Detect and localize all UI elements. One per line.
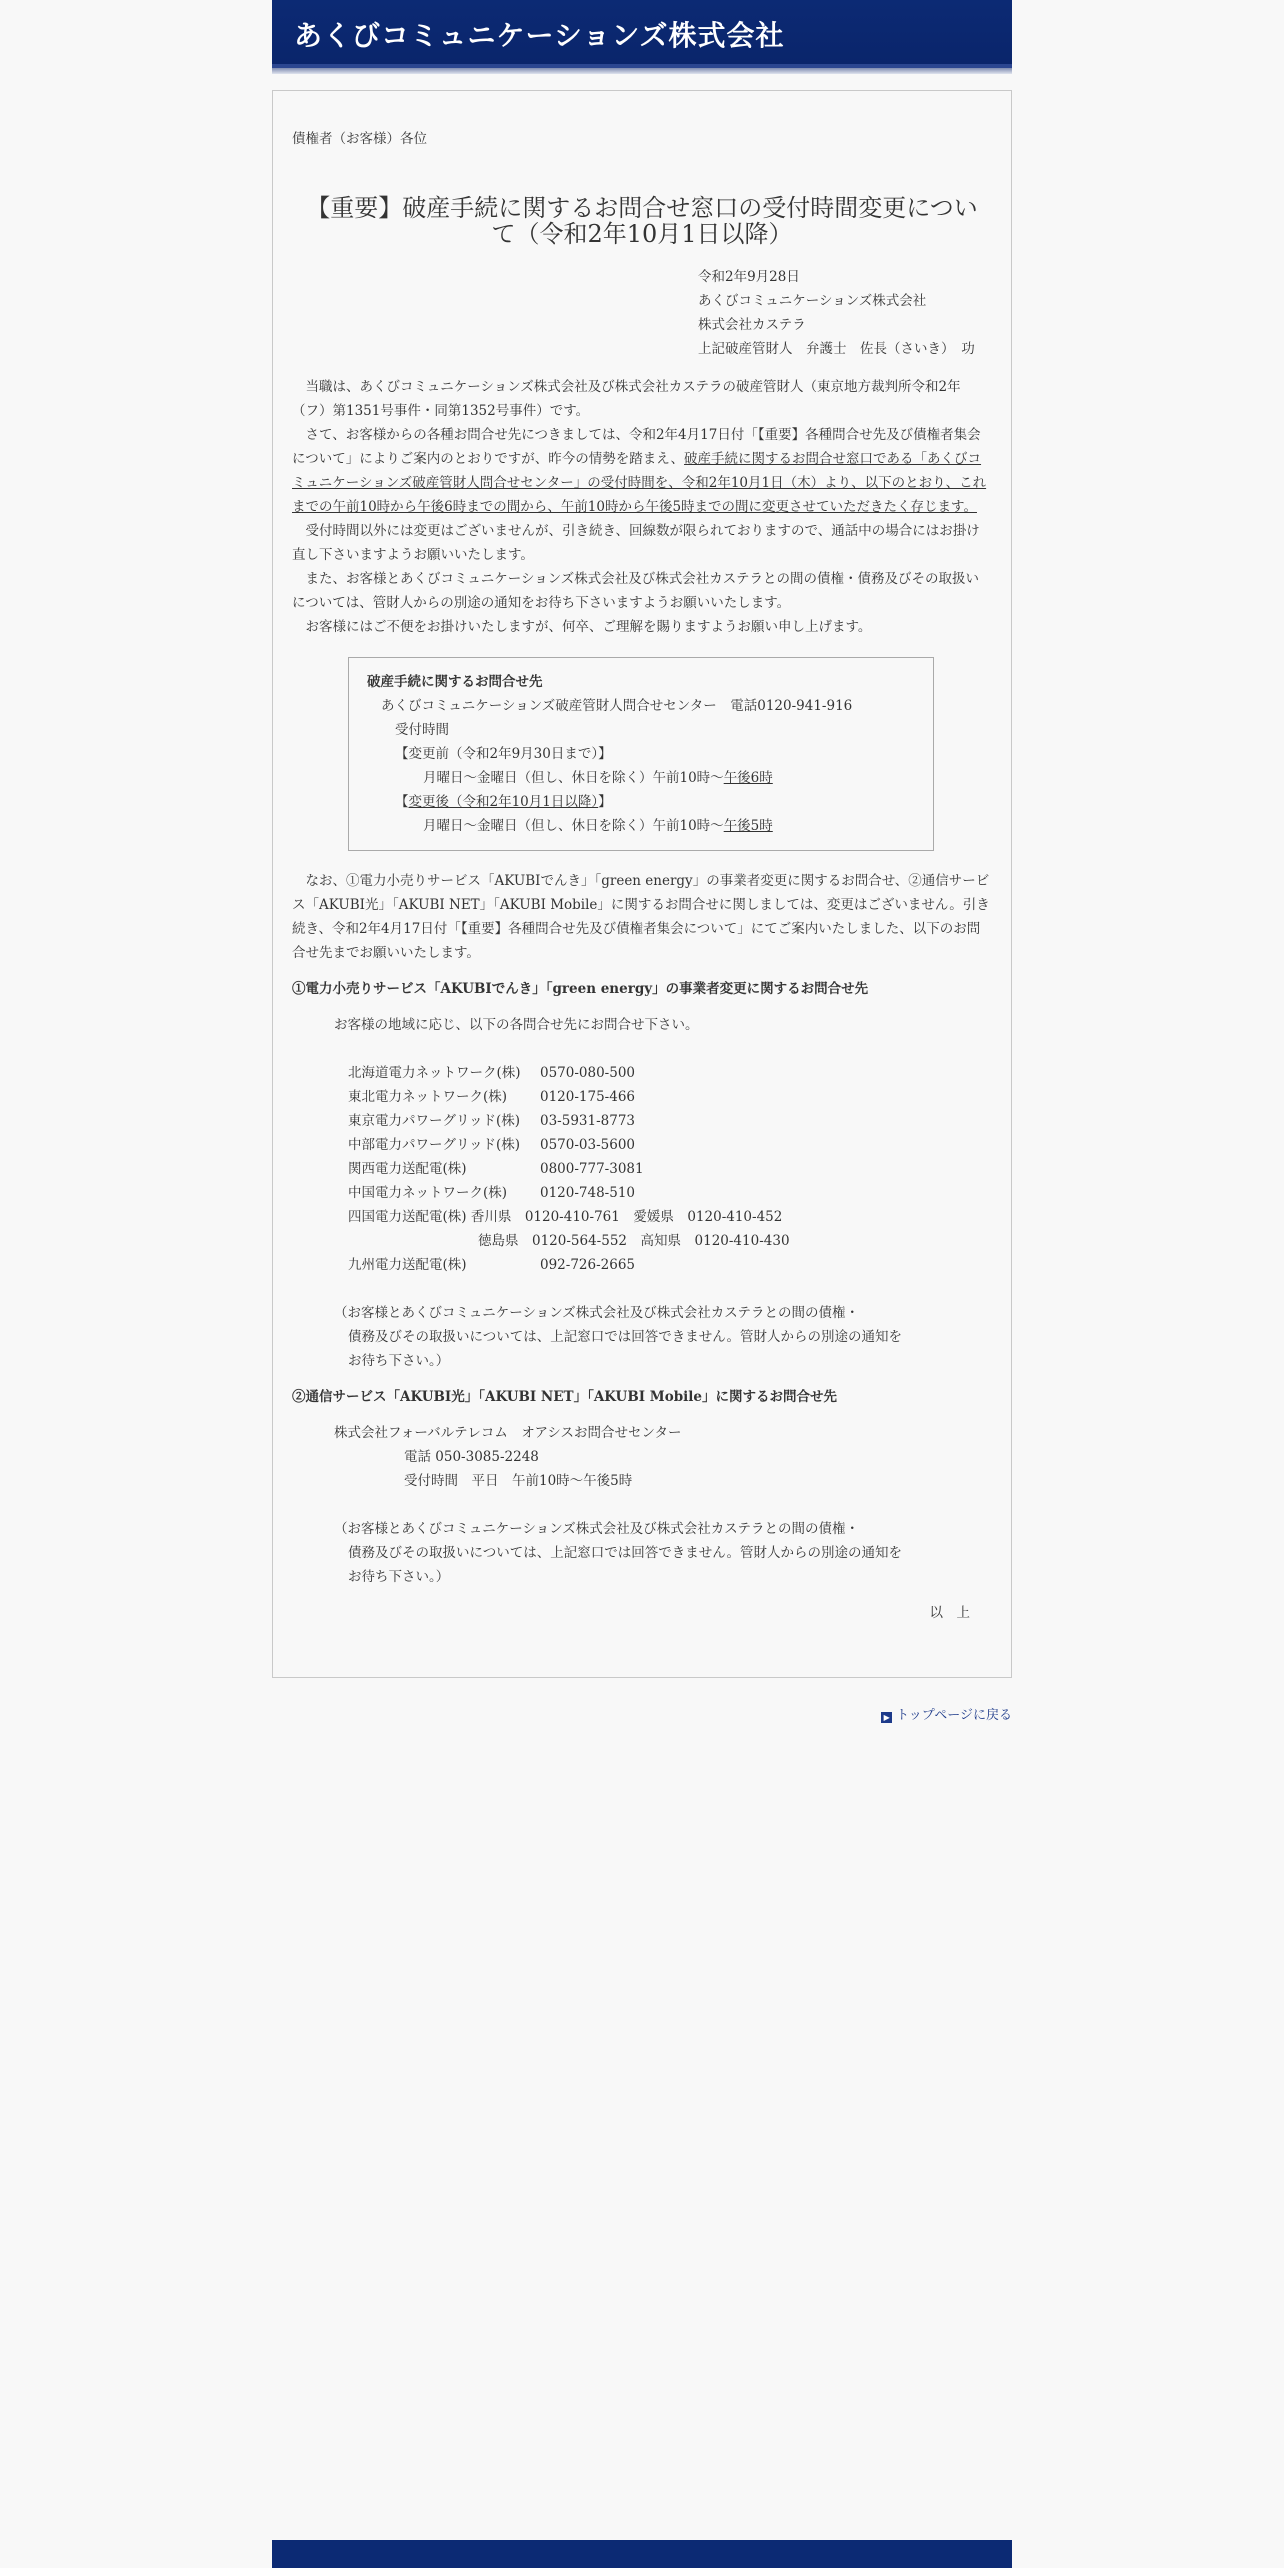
section-2-note — [292, 1517, 992, 1589]
before-change-hours — [367, 766, 915, 790]
paragraph-1: 当職は、あくびコミュニケーションズ株式会社及び株式会社カステラの破産管財人（東京地方裁判所令和2年（フ）第1351号事件・同第1352号事件）です。 — [292, 379, 961, 419]
utility-name: 九州電力送配電(株) — [348, 1257, 467, 1273]
utility-row — [348, 1109, 992, 1133]
utility-row — [348, 1133, 992, 1157]
utility-tel: 0570-080-500 — [540, 1065, 636, 1081]
other-contacts-intro: なお、①電力小売りサービス「AKUBIでんき」「green energy」の事業者変更に関するお問合せ、②通信サービス「AKUBI光」「AKUBI NET」「AKUBI Mobile」に関するお問合せに関しましては、変更はございません。引き続き、令和2年4月17日付「【重要】各種問合せ先及び債権者集会について」にてご案内いたしました、以下のお問合せ先までお願いいたします。 — [292, 873, 990, 961]
after-hours-text: 月曜日～金曜日（但し、休日を除く）午前10時～ — [423, 818, 724, 834]
section-2-company: 株式会社フォーバルテレコム オアシスお問合せセンター — [334, 1425, 682, 1441]
section-2-tel: 電話 050-3085-2248 — [404, 1449, 539, 1465]
after-hours-end: 午後5時 — [723, 818, 773, 834]
issuer-line-3: 上記破産管財人 弁護士 佐長（さいき） 功 — [698, 341, 975, 357]
after-change-hours — [367, 814, 915, 838]
utility-row — [348, 1085, 992, 1109]
after-label-close: 】 — [598, 794, 612, 810]
notice-box — [272, 90, 1012, 1678]
notice-date: 令和2年9月28日 — [698, 269, 800, 285]
paragraph-2-text: さて、お客様からの各種お問合せ先につきましては、令和2年4月17日付「【重要】各種問合せ先及び債権者集会について」によりご案内のとおりですが、昨今の情勢を踏まえ、 — [292, 427, 981, 467]
utility-name: 北海道電力ネットワーク(株) — [348, 1065, 521, 1081]
utility-name: 中国電力ネットワーク(株) — [348, 1185, 508, 1201]
shikoku-row-1: 四国電力送配電(株) 香川県 0120-410-761 愛媛県 0120-410-452 — [348, 1209, 783, 1225]
after-label-open: 【 — [395, 794, 409, 810]
back-to-top-label[interactable]: トップページに戻る — [896, 1708, 1012, 1723]
utility-list — [292, 1061, 992, 1277]
notice-meta — [698, 265, 992, 361]
utility-tel: 0800-777-3081 — [540, 1161, 644, 1177]
site-footer — [272, 2540, 1012, 2568]
note-line-2: 債務及びその取扱いについては、上記窓口では回答できません。管財人からの別途の通知を — [348, 1329, 903, 1345]
paragraph-2 — [292, 423, 992, 519]
utility-name: 東京電力パワーグリッド(株) — [348, 1113, 520, 1129]
note-line-1: （お客様とあくびコミュニケーションズ株式会社及び株式会社カステラとの間の債権・ — [334, 1521, 860, 1537]
section-1-title: ①電力小売りサービス「AKUBIでんき」「green energy」の事業者変更に関するお問合せ先 — [292, 981, 869, 997]
arrow-right-icon: ▶ — [881, 1712, 892, 1723]
utility-name: 関西電力送配電(株) — [348, 1161, 467, 1177]
utility-tel: 03-5931-8773 — [540, 1113, 636, 1129]
utility-name: 中部電力パワーグリッド(株) — [348, 1137, 520, 1153]
back-to-top-link[interactable] — [881, 1704, 1012, 1723]
paragraph-4: また、お客様とあくびコミュニケーションズ株式会社及び株式会社カステラとの間の債権・債務及びその取扱いについては、管財人からの別途の通知をお待ち下さいますようお願いいたします。 — [292, 571, 980, 611]
section-2-hours: 受付時間 平日 午前10時～午後5時 — [404, 1473, 633, 1489]
utility-tel: 092-726-2665 — [540, 1257, 636, 1273]
page-wrapper — [272, 0, 1012, 1723]
utility-row-kyushu — [348, 1253, 992, 1277]
company-logo-title[interactable]: あくびコミュニケーションズ株式会社 — [294, 19, 785, 52]
utility-tel: 0120-175-466 — [540, 1089, 636, 1105]
note-line-3: お待ち下さい。） — [348, 1353, 450, 1369]
contact-heading: 破産手続に関するお問合せ先 — [367, 674, 543, 690]
contact-box — [348, 657, 934, 851]
paragraph-5: お客様にはご不便をお掛けいたしますが、何卒、ご理解を賜りますようお願い申し上げます。 — [305, 619, 872, 635]
utility-tel: 0570-03-5600 — [540, 1137, 636, 1153]
note-line-2: 債務及びその取扱いについては、上記窓口では回答できません。管財人からの別途の通知を — [348, 1545, 903, 1561]
after-change-label — [367, 790, 915, 814]
before-hours-text: 月曜日～金曜日（但し、休日を除く）午前10時～ — [423, 770, 724, 786]
paragraph-2-underlined: 破産手続に関するお問合せ窓口である「あくびコミュニケーションズ破産管財人問合せセンター」の受付時間を、令和2年10月1日（木）より、以下のとおり、これまでの午前10時から午後6時までの間から、午前10時から午後5時までの間に変更させていただきたく存じます。 — [292, 451, 987, 515]
before-change-label: 【変更前（令和2年9月30日まで）】 — [395, 746, 612, 762]
contact-center: あくびコミュニケーションズ破産管財人問合せセンター 電話0120-941-916 — [381, 698, 853, 714]
after-label-text: 変更後（令和2年10月1日以降） — [408, 794, 599, 810]
utility-tel: 0120-748-510 — [540, 1185, 636, 1201]
utility-row — [348, 1157, 992, 1181]
before-hours-end: 午後6時 — [723, 770, 773, 786]
paragraph-3: 受付時間以外には変更はございませんが、引き続き、回線数が限られておりますので、通話中の場合にはお掛け直し下さいますようお願いいたします。 — [292, 523, 980, 563]
closing-ijo: 以 上 — [929, 1605, 970, 1621]
contact-hours-label: 受付時間 — [395, 722, 449, 738]
site-header — [272, 0, 1012, 68]
utility-name: 東北電力ネットワーク(株) — [348, 1089, 508, 1105]
section-1-note — [292, 1301, 992, 1373]
utility-row — [348, 1061, 992, 1085]
section-2-title: ②通信サービス「AKUBI光」「AKUBI NET」「AKUBI Mobile」に関するお問合せ先 — [292, 1389, 837, 1405]
note-line-1: （お客様とあくびコミュニケーションズ株式会社及び株式会社カステラとの間の債権・ — [334, 1305, 860, 1321]
shikoku-row-2: 徳島県 0120-564-552 高知県 0120-410-430 — [478, 1233, 790, 1249]
addressee: 債権者（お客様）各位 — [292, 131, 427, 147]
note-line-3: お待ち下さい。） — [348, 1569, 450, 1585]
issuer-line-1: あくびコミュニケーションズ株式会社 — [698, 293, 927, 309]
notice-title: 【重要】破産手続に関するお問合せ窓口の受付時間変更について（令和2年10月1日以降） — [306, 194, 978, 248]
utility-row — [348, 1181, 992, 1205]
issuer-line-2: 株式会社カステラ — [698, 317, 806, 333]
section-1-intro: お客様の地域に応じ、以下の各問合せ先にお問合せ下さい。 — [334, 1017, 699, 1033]
